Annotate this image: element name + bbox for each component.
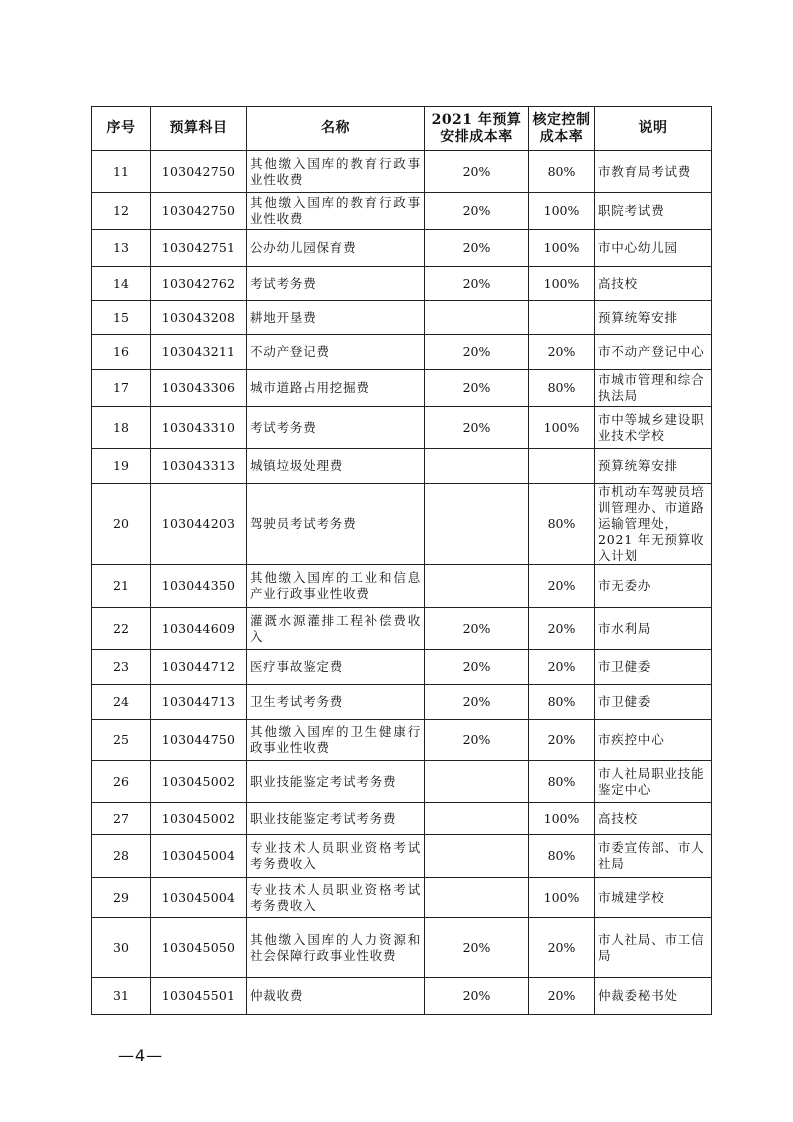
row-serial-no: 11 (92, 151, 151, 193)
table-row (92, 484, 712, 565)
row-serial-no: 15 (92, 301, 151, 335)
row-control-rate: 80% (529, 685, 595, 720)
row-budget-code: 103044203 (151, 484, 247, 565)
header-note: 说明 (595, 107, 712, 151)
row-budget-rate (425, 301, 529, 335)
row-note: 市教育局考试费 (595, 151, 712, 193)
row-serial-no: 31 (92, 978, 151, 1015)
row-serial-no: 21 (92, 565, 151, 608)
row-note: 市机动车驾驶员培训管理办、市道路运输管理处，2021 年无预算收入计划 (595, 484, 712, 565)
row-note: 市中心幼儿园 (595, 230, 712, 267)
row-note: 预算统筹安排 (595, 301, 712, 335)
table-row (92, 301, 712, 335)
row-budget-rate: 20% (425, 608, 529, 650)
row-control-rate: 20% (529, 565, 595, 608)
row-serial-no: 13 (92, 230, 151, 267)
row-control-rate: 20% (529, 650, 595, 685)
row-name: 灌溉水源灌排工程补偿费收入 (247, 608, 425, 650)
row-budget-rate (425, 449, 529, 484)
row-name: 不动产登记费 (247, 335, 425, 370)
row-budget-rate (425, 761, 529, 803)
row-budget-code: 103043313 (151, 449, 247, 484)
row-name: 其他缴入国库的教育行政事业性收费 (247, 151, 425, 193)
row-note: 市不动产登记中心 (595, 335, 712, 370)
row-budget-code: 103044712 (151, 650, 247, 685)
row-budget-code: 103045002 (151, 803, 247, 835)
row-budget-rate: 20% (425, 978, 529, 1015)
row-budget-rate: 20% (425, 267, 529, 301)
row-budget-rate: 20% (425, 370, 529, 407)
row-serial-no: 27 (92, 803, 151, 835)
row-note: 市卫健委 (595, 685, 712, 720)
header-budget-rate-line2: 安排成本率 (440, 128, 513, 145)
header-name: 名称 (247, 107, 425, 151)
row-note: 市委宣传部、市人社局 (595, 835, 712, 878)
row-control-rate: 20% (529, 335, 595, 370)
table-row (92, 761, 712, 803)
row-note: 市疾控中心 (595, 720, 712, 761)
table-row (92, 335, 712, 370)
header-control-rate-line2: 成本率 (539, 128, 584, 145)
row-note: 市中等城乡建设职业技术学校 (595, 407, 712, 449)
row-control-rate: 80% (529, 370, 595, 407)
row-serial-no: 20 (92, 484, 151, 565)
table-row (92, 407, 712, 449)
table-row (92, 918, 712, 978)
row-budget-code: 103043310 (151, 407, 247, 449)
table-row (92, 370, 712, 407)
row-name: 职业技能鉴定考试考务费 (247, 803, 425, 835)
row-control-rate: 80% (529, 761, 595, 803)
row-budget-rate (425, 484, 529, 565)
header-control-rate-line1: 核定控制 (532, 111, 591, 128)
row-budget-code: 103044350 (151, 565, 247, 608)
row-note: 职院考试费 (595, 193, 712, 230)
row-budget-code: 103042751 (151, 230, 247, 267)
row-control-rate: 80% (529, 484, 595, 565)
row-control-rate: 20% (529, 720, 595, 761)
row-control-rate: 100% (529, 407, 595, 449)
row-budget-rate: 20% (425, 650, 529, 685)
row-control-rate: 20% (529, 978, 595, 1015)
row-control-rate: 100% (529, 230, 595, 267)
header-budget-code: 预算科目 (151, 107, 247, 151)
row-budget-rate: 20% (425, 407, 529, 449)
row-serial-no: 25 (92, 720, 151, 761)
row-serial-no: 24 (92, 685, 151, 720)
row-serial-no: 26 (92, 761, 151, 803)
header-budget-rate-line1: 2021 年预算 (431, 111, 522, 128)
row-budget-rate: 20% (425, 193, 529, 230)
table-row (92, 267, 712, 301)
row-budget-code: 103045501 (151, 978, 247, 1015)
row-control-rate: 100% (529, 803, 595, 835)
row-name: 考试考务费 (247, 267, 425, 301)
row-serial-no: 23 (92, 650, 151, 685)
row-control-rate: 20% (529, 608, 595, 650)
row-budget-rate: 20% (425, 918, 529, 978)
row-budget-code: 103042750 (151, 151, 247, 193)
row-control-rate (529, 301, 595, 335)
row-control-rate (529, 449, 595, 484)
row-budget-rate: 20% (425, 335, 529, 370)
row-budget-code: 103043306 (151, 370, 247, 407)
row-name: 耕地开垦费 (247, 301, 425, 335)
row-note: 市城市管理和综合执法局 (595, 370, 712, 407)
header-serial-no: 序号 (92, 107, 151, 151)
table-row (92, 449, 712, 484)
row-serial-no: 12 (92, 193, 151, 230)
table-header (92, 107, 712, 151)
table-row (92, 151, 712, 193)
row-note: 市卫健委 (595, 650, 712, 685)
row-budget-code: 103042762 (151, 267, 247, 301)
table-row (92, 230, 712, 267)
row-name: 其他缴入国库的人力资源和社会保障行政事业性收费 (247, 918, 425, 978)
row-name: 专业技术人员职业资格考试考务费收入 (247, 878, 425, 918)
row-budget-code: 103044609 (151, 608, 247, 650)
table-row (92, 193, 712, 230)
header-row (92, 107, 712, 151)
table-row (92, 878, 712, 918)
row-control-rate: 100% (529, 193, 595, 230)
row-name: 医疗事故鉴定费 (247, 650, 425, 685)
row-control-rate: 80% (529, 151, 595, 193)
header-control-rate (529, 107, 595, 151)
row-note: 高技校 (595, 267, 712, 301)
table-body (92, 151, 712, 1015)
row-note: 市城建学校 (595, 878, 712, 918)
row-name: 职业技能鉴定考试考务费 (247, 761, 425, 803)
row-budget-code: 103045004 (151, 878, 247, 918)
row-budget-code: 103044713 (151, 685, 247, 720)
row-budget-rate (425, 878, 529, 918)
row-name: 公办幼儿园保育费 (247, 230, 425, 267)
row-name: 其他缴入国库的卫生健康行政事业性收费 (247, 720, 425, 761)
row-note: 市人社局、市工信局 (595, 918, 712, 978)
row-note: 高技校 (595, 803, 712, 835)
row-note: 市无委办 (595, 565, 712, 608)
row-note: 预算统筹安排 (595, 449, 712, 484)
row-serial-no: 18 (92, 407, 151, 449)
row-name: 仲裁收费 (247, 978, 425, 1015)
row-budget-code: 103045004 (151, 835, 247, 878)
row-note: 市人社局职业技能鉴定中心 (595, 761, 712, 803)
table-row (92, 685, 712, 720)
row-name: 城镇垃圾处理费 (247, 449, 425, 484)
header-budget-rate (425, 107, 529, 151)
page-number: —4— (118, 1046, 164, 1065)
row-serial-no: 17 (92, 370, 151, 407)
row-budget-code: 103045050 (151, 918, 247, 978)
table-row (92, 565, 712, 608)
row-budget-rate: 20% (425, 685, 529, 720)
row-budget-rate: 20% (425, 230, 529, 267)
row-control-rate: 20% (529, 918, 595, 978)
table-row (92, 803, 712, 835)
row-serial-no: 19 (92, 449, 151, 484)
row-name: 城市道路占用挖掘费 (247, 370, 425, 407)
row-serial-no: 16 (92, 335, 151, 370)
row-budget-rate (425, 565, 529, 608)
row-control-rate: 100% (529, 267, 595, 301)
row-budget-rate (425, 803, 529, 835)
table-row (92, 835, 712, 878)
row-budget-rate: 20% (425, 720, 529, 761)
row-name: 卫生考试考务费 (247, 685, 425, 720)
row-name: 其他缴入国库的教育行政事业性收费 (247, 193, 425, 230)
row-serial-no: 28 (92, 835, 151, 878)
row-budget-code: 103042750 (151, 193, 247, 230)
row-name: 驾驶员考试考务费 (247, 484, 425, 565)
row-serial-no: 30 (92, 918, 151, 978)
table-row (92, 650, 712, 685)
table-row (92, 608, 712, 650)
row-serial-no: 22 (92, 608, 151, 650)
row-serial-no: 29 (92, 878, 151, 918)
row-note: 市水利局 (595, 608, 712, 650)
row-budget-code: 103045002 (151, 761, 247, 803)
row-serial-no: 14 (92, 267, 151, 301)
row-name: 考试考务费 (247, 407, 425, 449)
row-budget-rate (425, 835, 529, 878)
row-note: 仲裁委秘书处 (595, 978, 712, 1015)
row-name: 其他缴入国库的工业和信息产业行政事业性收费 (247, 565, 425, 608)
row-budget-code: 103043211 (151, 335, 247, 370)
row-budget-rate: 20% (425, 151, 529, 193)
table-row (92, 978, 712, 1015)
budget-cost-rate-table (91, 106, 712, 1015)
row-budget-code: 103043208 (151, 301, 247, 335)
row-budget-code: 103044750 (151, 720, 247, 761)
row-control-rate: 80% (529, 835, 595, 878)
table-row (92, 720, 712, 761)
row-control-rate: 100% (529, 878, 595, 918)
row-name: 专业技术人员职业资格考试考务费收入 (247, 835, 425, 878)
